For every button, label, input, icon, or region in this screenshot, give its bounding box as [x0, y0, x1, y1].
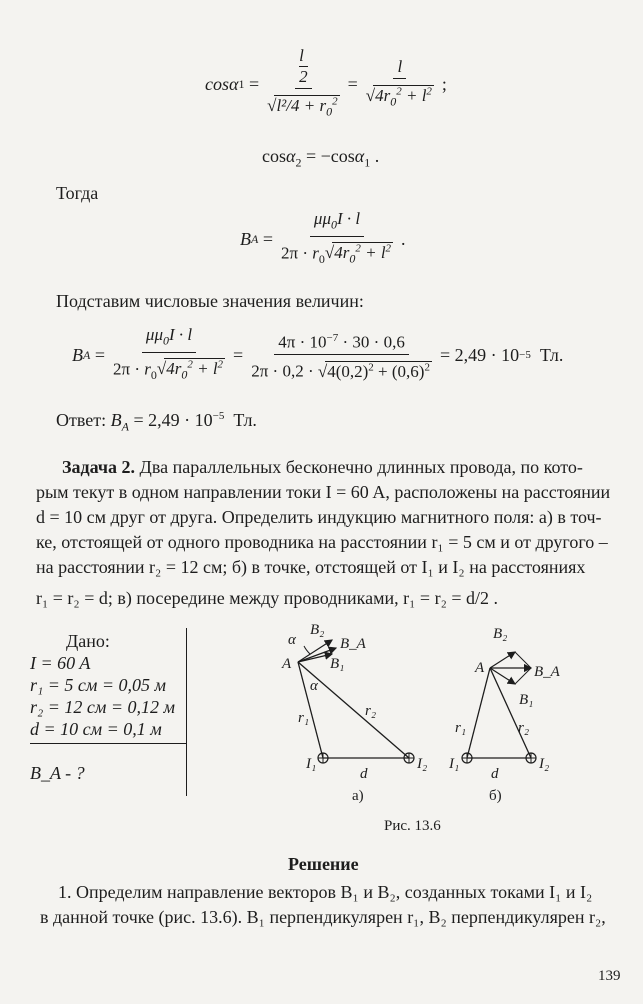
problem-line-6: r₁ = r₂ = d; в) посередине между проводниками, r₁ = r₂ = d/2 . — [36, 588, 498, 608]
given-item-3: r₂ = 12 см = 0,12 м — [30, 697, 176, 717]
label-r1: r₁ — [298, 710, 310, 726]
r2-line — [298, 662, 409, 758]
label-i2: I₂ — [417, 756, 428, 772]
label-alpha-bottom: α — [310, 678, 318, 694]
text-substitute: Подставим числовые значения величин: — [56, 291, 364, 311]
figure-caption: Рис. 13.6 — [384, 818, 441, 834]
figure-a — [270, 610, 440, 805]
r1-line-b — [467, 668, 490, 758]
problem-line-3: d = 10 см друг от друга. Определить индукцию магнитного поля: а) в точ- — [36, 507, 602, 527]
equation-cos-alpha2: cosα$_2$ = −cosα$_1$ . — [262, 146, 380, 170]
label-r2: r₂ — [365, 703, 377, 719]
label-b2-b: B₂ — [493, 626, 508, 642]
label-b1: B₁ — [330, 656, 345, 672]
label-r2-b: r₂ — [518, 720, 530, 736]
label-a-point: A — [282, 656, 292, 672]
solution-line-2: в данной точке (рис. 13.6). B₁ перпендикулярен r₁, B₂ перпендикулярен r₂, — [40, 907, 606, 927]
problem-line-4: ке, отстоящей от одного проводника на расстоянии r₁ = 5 см и от другого – — [36, 532, 608, 552]
b2-vector-b — [490, 652, 515, 668]
answer: Ответ: $B_A = 2,49 \cdot 10^{-5}$ Тл. — [56, 410, 257, 434]
label-i1-b: I₁ — [449, 756, 460, 772]
problem-title: Задача 2. — [62, 457, 136, 477]
label-b2: B₂ — [310, 622, 325, 638]
given-horizontal-rule — [30, 743, 187, 744]
problem-line-2: рым текут в одном направлении токи I = 60 A, расположены на расстоянии — [36, 482, 611, 502]
given-block — [30, 630, 190, 784]
problem-line-1: Два параллельных бесконечно длинных провода, по кото- — [139, 457, 583, 477]
alpha-arc — [304, 646, 310, 654]
label-a-point-b: A — [475, 660, 485, 676]
solution-line-1: 1. Определим направление векторов B₁ и B₂, созданных токами I₁ и I₂ — [58, 882, 593, 902]
equation-ba-formula: B A = $\frac{\mu\mu_0I \cdot l}{2\pi \cdot r_0√4r_0^2 + l^2}$ . — [240, 209, 406, 266]
page-number: 139 — [598, 968, 621, 984]
label-ba: B_A — [340, 636, 366, 652]
label-d: d — [360, 766, 368, 782]
label-i2-b: I₂ — [539, 756, 550, 772]
label-r1-b: r₁ — [455, 720, 467, 736]
text-then: Тогда — [56, 183, 99, 203]
parallelogram-top — [515, 652, 531, 668]
label-b1-b: B₁ — [519, 692, 534, 708]
label-alpha-top: α — [288, 632, 296, 648]
given-item-4: d = 10 см = 0,1 м — [30, 719, 162, 739]
given-find: B_A - ? — [30, 763, 85, 783]
problem-line-5: на расстоянии r₂ = 12 см; б) в точке, отстоящей от I₁ и I₂ на расстояниях — [36, 557, 586, 577]
problem-text — [36, 455, 614, 611]
subfigure-a-label: а) — [352, 788, 364, 804]
given-header: Дано: — [66, 631, 110, 651]
given-item-1: I = 60 A — [30, 653, 91, 673]
subfigure-b-label: б) — [489, 788, 502, 804]
label-i1: I₁ — [306, 756, 317, 772]
equation-cos-alpha1: cos α 1 = l 2 $√l^2/4 + r_0^2$ = $\frac{l}{√4r_0^2 + l^2}$ ; — [205, 46, 447, 119]
solution-header: Решение — [288, 854, 359, 874]
figure-b — [445, 610, 560, 805]
parallelogram-bottom — [515, 668, 531, 684]
given-item-2: r₁ = 5 см = 0,05 м — [30, 675, 167, 695]
solution-text — [40, 880, 618, 930]
given-vertical-rule — [186, 628, 187, 796]
equation-ba-numeric: B A = $\frac{\mu\mu_0I \cdot l}{2\pi \cdot r_0√4r_0^2 + l^2}$ = $\frac{4\pi \cdot 10^{-7} \cdot 30 \cdot 0,6}{2\pi \cdot 0,2 \cdot √4(0,2)^2 + (0,6)^2}$ = 2,49 · 10 −5 Тл. — [72, 325, 564, 382]
label-d-b: d — [491, 766, 499, 782]
label-ba-b: B_A — [534, 664, 560, 680]
